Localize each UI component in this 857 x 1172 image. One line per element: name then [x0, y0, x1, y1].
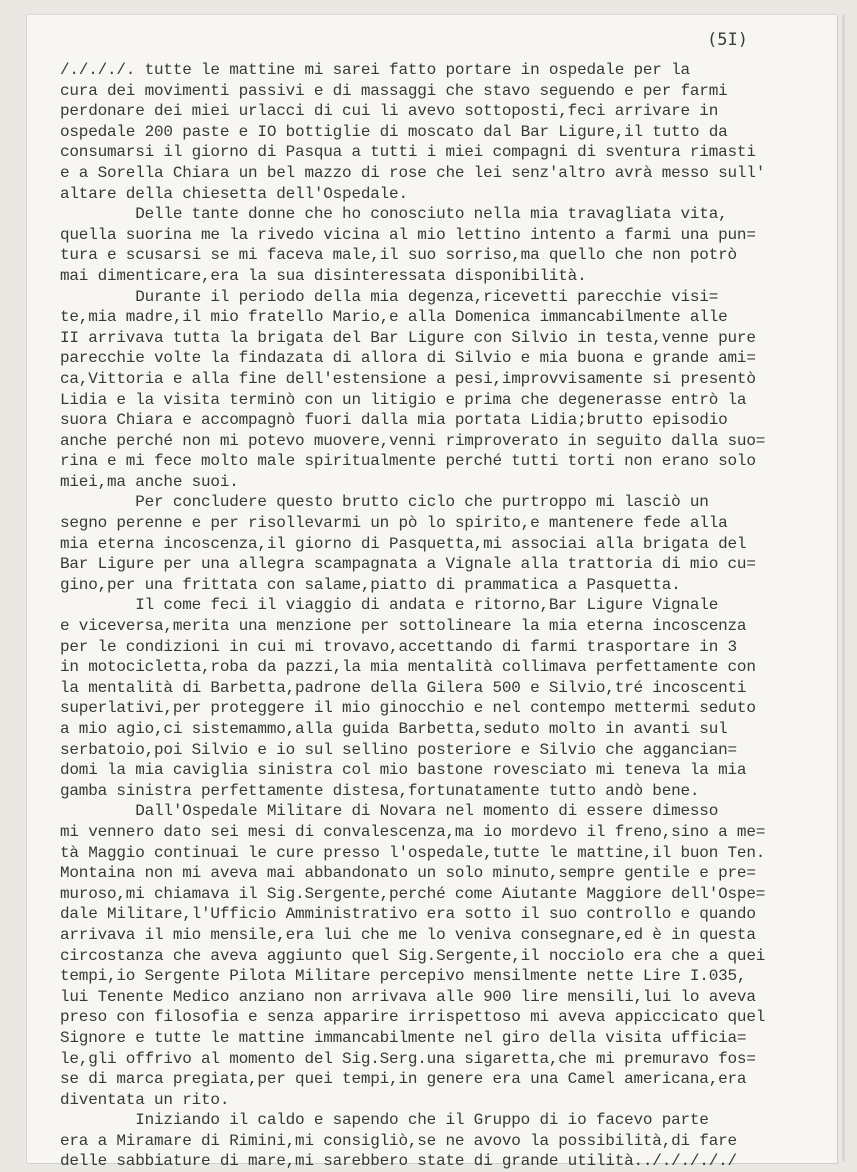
page-edge: [842, 14, 845, 1162]
text-line: Bar Ligure per una allegra scampagnata a Vignale alla trattoria di mio cu=: [60, 555, 756, 574]
text-line: Il come feci il viaggio di andata e ritorno,Bar Ligure Vignale: [60, 596, 719, 615]
text-line: II arrivava tutta la brigata del Bar Ligure con Silvio in testa,venne pure: [60, 328, 756, 347]
text-line: /./././. tutte le mattine mi sarei fatto portare in ospedale per la: [60, 61, 690, 79]
text-line: lui Tenente Medico anziano non arrivava alle 900 lire mensili,lui lo aveva: [60, 987, 756, 1006]
text-line: mia eterna incoscenza,il giorno di Pasquetta,mi associai alla brigata del: [60, 534, 747, 553]
text-line: parecchie volte la findazata di allora di Silvio e mia buona e grande ami=: [60, 349, 756, 368]
text-line: Delle tante donne che ho conosciuto nella mia travagliata vita,: [60, 205, 728, 224]
text-line: Iniziando il caldo e sapendo che il Gruppo di io facevo parte: [60, 1111, 709, 1130]
text-line: altare della chiesetta dell'Ospedale.: [60, 184, 408, 203]
text-line: anche perché non mi potevo muovere,venni rimproverato in seguito dalla suo=: [60, 431, 766, 450]
text-line: perdonare dei miei urlacci di cui li avevo sottoposti,feci arrivare in: [60, 102, 719, 121]
typewritten-text-body: [60, 60, 840, 1172]
text-line: consumarsi il giorno di Pasqua a tutti i miei compagni di sventura rimasti: [60, 143, 756, 162]
text-line: e a Sorella Chiara un bel mazzo di rose che lei senz'altro avrà messo sull': [60, 163, 766, 182]
text-line: arrivava il mio mensile,era lui che me lo veniva consegnare,ed è in questa: [60, 925, 756, 944]
text-line: rina e mi fece molto male spiritualmente perché tutti torti non erano solo: [60, 452, 756, 471]
text-line: tempi,io Sergente Pilota Militare percepivo mensilmente nette Lire I.035,: [60, 967, 747, 986]
text-line: gamba sinistra perfettamente distesa,fortunatamente tutto andò bene.: [60, 781, 700, 800]
text-line: Signore e tutte le mattine immancabilmente nel giro della visita ufficia=: [60, 1028, 747, 1047]
text-line: tà Maggio continuai le cure presso l'ospedale,tutte le mattine,il buon Ten.: [60, 843, 766, 862]
text-line: quella suorina me la rivedo vicina al mio lettino intento a farmi una pun=: [60, 225, 756, 244]
text-line: Dall'Ospedale Militare di Novara nel momento di essere dimesso: [60, 802, 719, 821]
text-line: cura dei movimenti passivi e di massaggi che stavo seguendo e per farmi: [60, 81, 728, 100]
text-line: Per concludere questo brutto ciclo che purtroppo mi lasciò un: [60, 493, 709, 512]
text-line: a mio agio,ci sistemammo,alla guida Barbetta,seduto molto in avanti sul: [60, 720, 728, 738]
text-line: Montaina non mi aveva mai abbandonato un solo minuto,sempre gentile e pre=: [60, 864, 756, 883]
text-line: Lidia e la visita terminò con un litigio e prima che degenerasse entrò la: [60, 390, 747, 409]
text-line: ca,Vittoria e alla fine dell'estensione a pesi,improvvisamente si presentò: [60, 369, 756, 388]
text-line: domi la mia caviglia sinistra col mio bastone rovesciato mi teneva la mia: [60, 761, 747, 780]
text-line: suora Chiara e accompagnò fuori dalla mia portata Lidia;brutto episodio: [60, 411, 728, 430]
text-line: gino,per una frittata con salame,piatto di prammatica a Pasquetta.: [60, 575, 681, 594]
text-line: la mentalità di Barbetta,padrone della Gilera 500 e Silvio,tré incoscenti: [60, 678, 747, 697]
text-line: miei,ma anche suoi.: [60, 472, 239, 491]
text-line: diventata un rito.: [60, 1090, 230, 1109]
text-line: se di marca pregiata,per quei tempi,in genere era una Camel americana,era: [60, 1070, 747, 1089]
page-number: (5I): [707, 30, 748, 50]
text-line: ospedale 200 paste e IO bottiglie di moscato dal Bar Ligure,il tutto da: [60, 122, 728, 141]
text-line: dale Militare,l'Ufficio Amministrativo era sotto il suo controllo e quando: [60, 905, 756, 924]
text-line: superlativi,per proteggere il mio ginocchio e nel contempo mettermi seduto: [60, 699, 756, 718]
text-line: mi vennero dato sei mesi di convalescenza,ma io mordevo il freno,sino a me=: [60, 822, 766, 841]
text-line: per le condizioni in cui mi trovavo,accettando di farmi trasportare in 3: [60, 637, 737, 656]
text-line: te,mia madre,il mio fratello Mario,e alla Domenica immancabilmente alle: [60, 308, 728, 327]
text-line: in motocicletta,roba da pazzi,la mia mentalità collimava perfettamente con: [60, 658, 756, 677]
text-line: le,gli offrivo al momento del Sig.Serg.una sigaretta,che mi premuravo fos=: [60, 1049, 756, 1068]
text-line: tura e scusarsi se mi faceva male,il suo sorriso,ma quello che non potrò: [60, 246, 737, 265]
text-line: preso con filosofia e senza apparire irrispettoso mi aveva appiccicato quel: [60, 1008, 766, 1027]
text-line: circostanza che aveva aggiunto quel Sig.Sergente,il nocciolo era che a quei: [60, 946, 766, 965]
text-line: era a Miramare di Rimini,mi consigliò,se ne avovo la possibilità,di fare: [60, 1131, 737, 1150]
text-line: Durante il periodo della mia degenza,ricevetti parecchie visi=: [60, 287, 719, 306]
text-line: e viceversa,merita una menzione per sottolineare la mia eterna incoscenza: [60, 617, 747, 636]
text-line: delle sabbiature di mare,mi sarebbero state di grande utilità../././././: [60, 1152, 737, 1171]
text-line: mai dimenticare,era la sua disinteressata disponibilità.: [60, 266, 587, 285]
text-line: muroso,mi chiamava il Sig.Sergente,perché come Aiutante Maggiore dell'Ospe=: [60, 884, 766, 903]
text-line: segno perenne e per risollevarmi un pò lo spirito,e mantenere fede alla: [60, 514, 728, 533]
text-line: serbatoio,poi Silvio e io sul sellino posteriore e Silvio che aggancian=: [60, 740, 737, 759]
